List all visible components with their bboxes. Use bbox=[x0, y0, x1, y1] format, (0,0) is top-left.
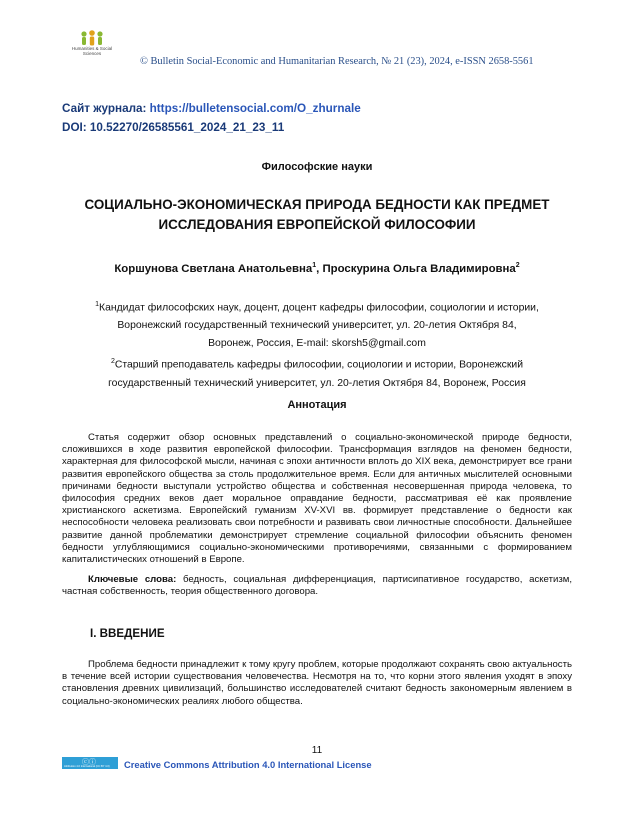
cc-badge-text: Attribution 4.0 International (CC BY 4.0) bbox=[64, 765, 110, 768]
section-label: Философские науки bbox=[261, 161, 373, 173]
intro-heading: I. ВВЕДЕНИЕ bbox=[90, 627, 165, 640]
title-line-2: ИССЛЕДОВАНИЯ ЕВРОПЕЙСКОЙ ФИЛОСОФИИ bbox=[158, 217, 476, 232]
license-link[interactable]: Creative Commons Attribution 4.0 International License bbox=[124, 759, 372, 770]
affiliation-1-sup: 1 bbox=[95, 301, 100, 308]
site-label: Сайт журнала: bbox=[62, 102, 147, 115]
logo-people-icon bbox=[77, 30, 107, 46]
cc-license-badge[interactable] bbox=[62, 757, 118, 769]
annotation-heading: Аннотация bbox=[287, 399, 347, 411]
keywords bbox=[62, 574, 572, 598]
affiliation-2-text-1: Старший преподаватель кафедры философии, социологии и истории, Воронежский bbox=[114, 359, 524, 371]
abstract: Статья содержит обзор основных представлений о социально-экономической природе бедности, сложившихся в ходе развития европейской философии. Трансформация взглядов на феномен бедности, характерная для философской мысли, начиная с эпохи античности вплоть до XIX века, демонстрирует все грани развития европейского общества за столь продолжительное время. Если для античных мыслителей основными причинами бедности выступали устройство общества и собственная несовершенная природа человека, то философия средних веков дает моральное оправдание бедности, рассматривая её как проявление христианского аскетизма. Европейский гуманизм XV-XVI вв. формирует представление о бедности как неспособности человека реализовать свои потребности и развивать свои личностные способности. Дальнейшее развитие данной проблематики демонстрирует стремление социальной философии объяснить феномен бедности углубляющимися социально-экономическими противоречиями, связанными с формированием капиталистических отношений в Европе. bbox=[62, 432, 572, 566]
title-line-1: СОЦИАЛЬНО-ЭКОНОМИЧЕСКАЯ ПРИРОДА БЕДНОСТИ КАК ПРЕДМЕТ bbox=[84, 197, 550, 212]
page-number: 11 bbox=[311, 745, 323, 756]
affiliation-2-sup: 2 bbox=[110, 358, 115, 366]
doi[interactable]: DOI: 10.52270/26585561_2024_21_23_11 bbox=[62, 121, 285, 134]
author-2-sup: 2 bbox=[515, 262, 520, 269]
affiliation-1-line-1 bbox=[62, 296, 572, 317]
author-separator: , bbox=[316, 262, 323, 275]
author-1: Коршунова Светлана Анатольевна bbox=[114, 262, 313, 275]
keywords-text: бедность, социальная дифференциация, партисипативное государство, аскетизм, частная собственность, теория общественного договора. bbox=[62, 574, 572, 598]
affiliation-2-line-2: государственный технический университет, ул. 20-летия Октября 84, Воронеж, Россия bbox=[108, 377, 526, 389]
journal-header: © Bulletin Social-Economic and Humanitarian Research, № 21 (23), 2024, e-ISSN 2658-5561 bbox=[140, 56, 534, 67]
journal-site-line bbox=[62, 102, 361, 115]
journal-logo bbox=[62, 30, 122, 56]
affiliation-1-line-3: Воронеж, Россия, E-mail: skorsh5@gmail.com bbox=[208, 338, 426, 350]
keywords-label: Ключевые слова: bbox=[88, 574, 177, 585]
article-title bbox=[62, 195, 572, 235]
affiliation-2-line-1 bbox=[62, 353, 572, 374]
affiliation-1-line-2: Воронежский государственный технический университет, ул. 20-летия Октября 84, bbox=[117, 320, 517, 332]
site-link[interactable]: https://bulletensocial.com/O_zhurnale bbox=[149, 102, 361, 115]
affiliations bbox=[62, 296, 572, 393]
author-2: Проскурина Ольга Владимировна bbox=[322, 262, 516, 275]
authors bbox=[62, 262, 572, 275]
logo-text: Humanities & Social Sciences bbox=[71, 46, 113, 56]
author-1-sup: 1 bbox=[312, 262, 317, 269]
intro-text: Проблема бедности принадлежит к тому кругу проблем, которые продолжают сохранять свою актуальность в течение всей истории существования человечества. Несмотря на то, что корни этого явления уходят в эпоху становления древних цивилизаций, большинство исследователей считают бедность закономерным явлением в социально-экономических реалиях любого общества. bbox=[62, 659, 572, 707]
affiliation-1-text-1: Кандидат философских наук, доцент, доцент кафедры философии, социологии и истории, bbox=[99, 302, 539, 314]
cc-icon: ⓒⓘ bbox=[82, 759, 96, 766]
